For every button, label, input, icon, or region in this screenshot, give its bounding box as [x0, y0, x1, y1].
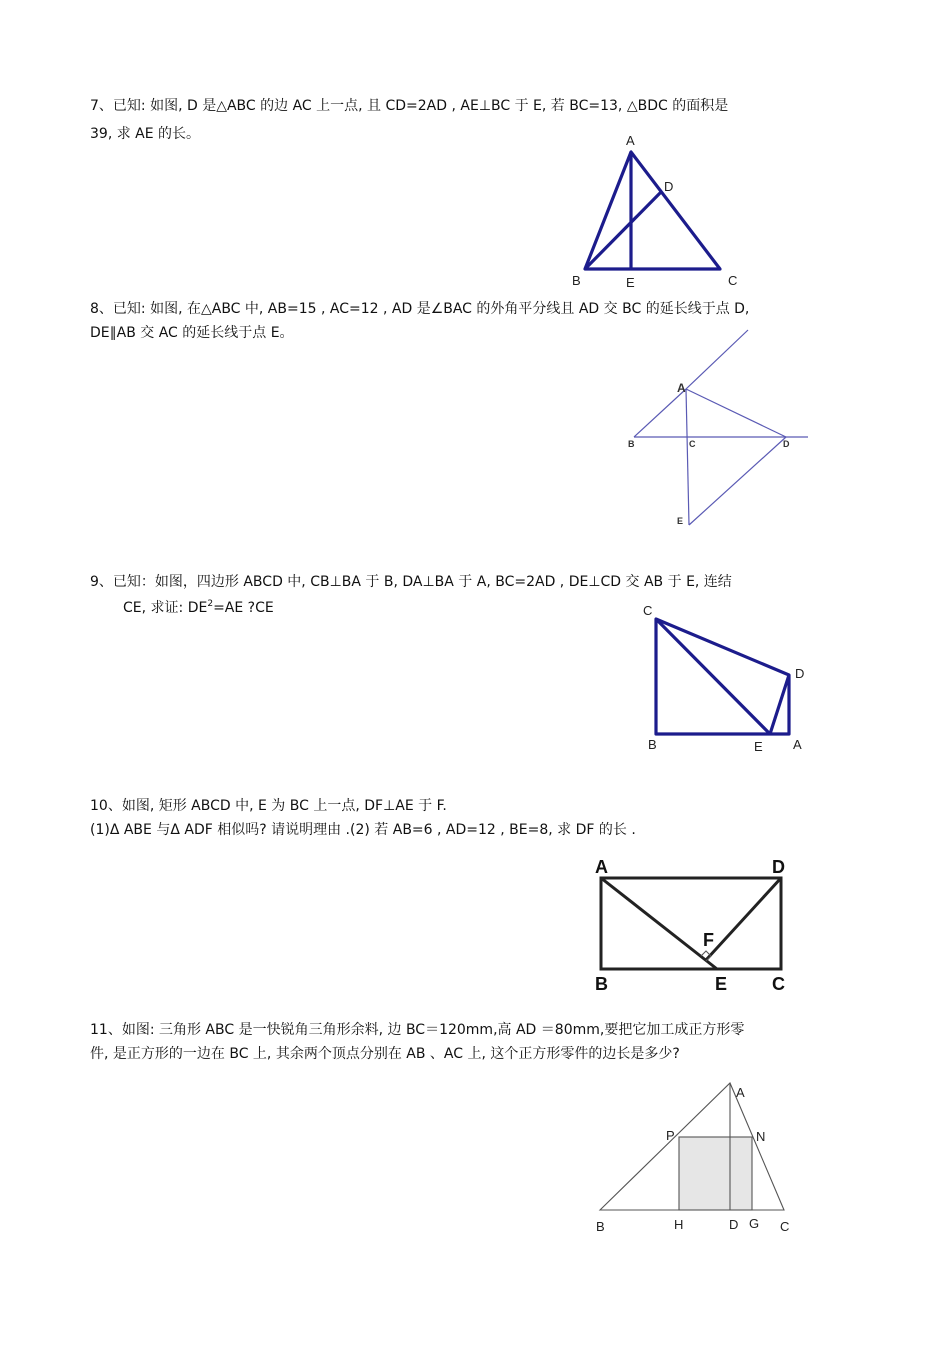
problem-8-line-2: DE∥AB 交 AC 的延长线于点 E。 [90, 325, 294, 341]
problem-9-line-2-rest: =AE ?CE [213, 600, 274, 616]
quadrilateral-abcd [656, 619, 789, 734]
label-d: D [729, 1217, 739, 1232]
segment-bd [585, 191, 662, 269]
label-d: D [783, 439, 790, 449]
problem-7-line-1: 7、已知: 如图, D 是△ABC 的边 AC 上一点, 且 CD=2AD , AE⊥BC 于 E, 若 BC=13, △BDC 的面积是 [90, 98, 729, 114]
label-e: E [754, 739, 763, 754]
problem-10-figure [585, 850, 800, 1000]
label-a: A [736, 1085, 745, 1100]
problem-11-figure [590, 1080, 805, 1240]
segment-ab [634, 389, 686, 437]
superscript: 2 [207, 599, 214, 609]
segment-ad [686, 389, 786, 437]
label-a: A [677, 381, 686, 395]
problem-11-line-2: 件, 是正方形的一边在 BC 上, 其余两个顶点分别在 AB 、AC 上, 这个正方形零件的边长是多少? [90, 1046, 680, 1062]
label-a: A [626, 133, 635, 148]
problem-7-line-2: 39, 求 AE 的长。 [90, 126, 201, 142]
label-d: D [795, 666, 805, 681]
problem-9-line-2 [123, 599, 274, 619]
external-ray [686, 330, 748, 389]
label-b: B [572, 273, 581, 288]
label-a: A [595, 857, 608, 877]
segment-de [689, 437, 786, 525]
label-c: C [643, 603, 653, 618]
segment-df [706, 878, 781, 960]
problem-10-line-1: 10、如图, 矩形 ABCD 中, E 为 BC 上一点, DF⊥AE 于 F. [90, 798, 447, 814]
problem-7-figure [560, 130, 750, 290]
label-e: E [677, 516, 684, 526]
problem-11-line-1: 11、如图: 三角形 ABC 是一快锐角三角形余料, 边 BC＝120mm,高 AD ＝80mm,要把它加工成正方形零 [90, 1022, 745, 1038]
label-e: E [715, 974, 728, 994]
problem-8-figure [620, 325, 820, 535]
label-f: F [703, 930, 714, 950]
label-b: B [596, 1219, 605, 1234]
problem-9-line-2-text: CE, 求证: DE [123, 600, 208, 616]
segment-de [770, 675, 789, 734]
segment-ae [601, 878, 717, 969]
label-d: D [664, 179, 674, 194]
square-phgn [679, 1137, 752, 1210]
label-h: H [674, 1217, 684, 1232]
problem-10-line-2: (1)Δ ABE 与Δ ADF 相似吗? 请说明理由 .(2) 若 AB=6 , AD=12 , BE=8, 求 DF 的长 . [90, 822, 636, 838]
problem-8-line-1: 8、已知: 如图, 在△ABC 中, AB=15 , AC=12 , AD 是∠BAC 的外角平分线且 AD 交 BC 的延长线于点 D, [90, 301, 750, 317]
label-c: C [689, 439, 696, 449]
label-c: C [772, 974, 785, 994]
label-b: B [595, 974, 608, 994]
problem-9-figure [635, 600, 815, 760]
triangle-abc [585, 152, 720, 269]
label-d: D [772, 857, 785, 877]
label-n: N [756, 1129, 766, 1144]
rectangle-abcd [601, 878, 781, 969]
label-e: E [626, 275, 635, 290]
label-p: P [666, 1128, 675, 1143]
label-g: G [749, 1216, 760, 1231]
label-a: A [793, 737, 802, 752]
label-c: C [780, 1219, 790, 1234]
problem-9-line-1: 9、已知：如图，四边形 ABCD 中, CB⊥BA 于 B, DA⊥BA 于 A, BC=2AD , DE⊥CD 交 AB 于 E, 连结 [90, 574, 732, 590]
line-ae [686, 389, 689, 525]
label-b: B [648, 737, 657, 752]
label-c: C [728, 273, 738, 288]
segment-ce [656, 619, 770, 734]
label-b: B [628, 439, 635, 449]
